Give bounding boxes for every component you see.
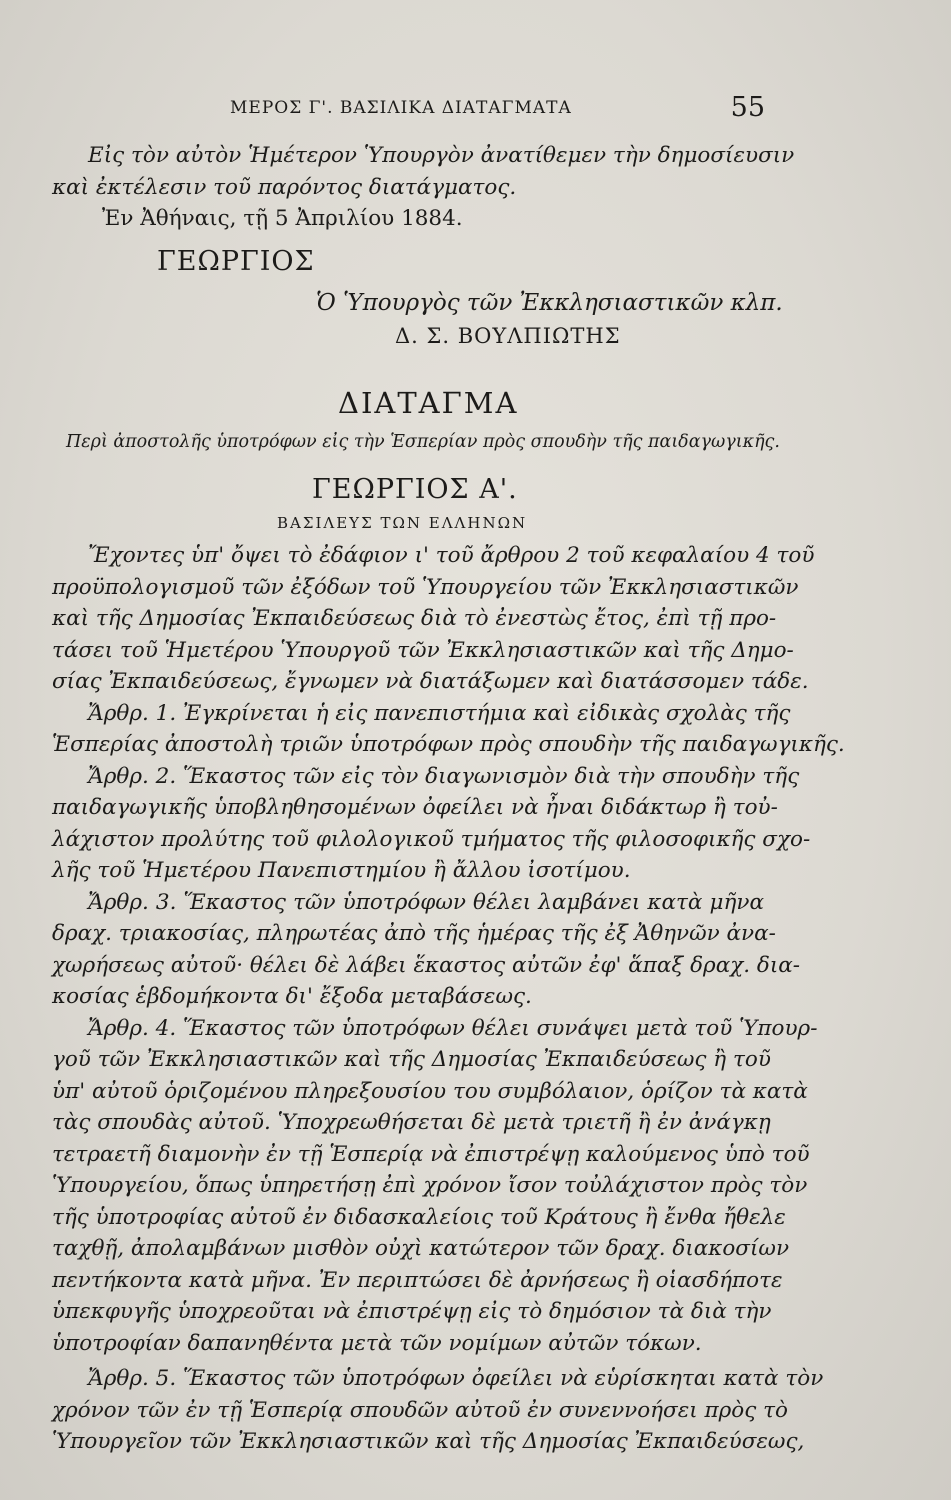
text-line: τῆς ὑποτροφίας αὐτοῦ ἐν διδασκαλείοις τοῦ Κράτους ἢ ἔνθα ἤθελε (52, 1204, 786, 1230)
text-line: καὶ τῆς Δημοσίας Ἐκπαιδεύσεως διὰ τὸ ἐνεστὼς ἔτος, ἐπὶ τῇ προ- (52, 606, 777, 631)
text-line: ὑπ' αὐτοῦ ὁριζομένου πληρεξουσίου του συμβόλαιον, ὁρίζον τὰ κατὰ (52, 1078, 808, 1104)
text-line: Ἄρθρ. 3. Ἕκαστος τῶν ὑποτρόφων θέλει λαμβάνει κατὰ μῆνα (88, 889, 764, 915)
page-header (50, 92, 765, 132)
text-line: πεντήκοντα κατὰ μῆνα. Ἐν περιπτώσει δὲ ἀρνήσεως ἢ οἱασδήποτε (52, 1267, 783, 1293)
text-line: λάχιστον προλύτης τοῦ φιλολογικοῦ τμήματος τῆς φιλοσοφικῆς σχο- (52, 826, 811, 852)
article-1 (52, 698, 845, 761)
minister-name: Δ. Σ. ΒΟΥΛΠΙΩΤΗΣ (395, 324, 621, 348)
decree-title: ΔΙΑΤΑΓΜΑ (338, 386, 519, 420)
text-line: Εἰς τὸν αὐτὸν Ἡμέτερον Ὑπουργὸν ἀνατίθεμεν τὴν δημοσίευσιν (88, 143, 795, 168)
text-line: Ἔχοντες ὑπ' ὄψει τὸ ἐδάφιον ι' τοῦ ἄρθρου 2 τοῦ κεφαλαίου 4 τοῦ (88, 543, 815, 568)
text-line: ὑποτροφίαν δαπανηθέντα μετὰ τῶν νομίμων αὐτῶν τόκων. (52, 1330, 702, 1356)
text-line: λῆς τοῦ Ἡμετέρου Πανεπιστημίου ἢ ἄλλου ἰσοτίμου. (52, 858, 631, 883)
text-line: ὑπεκφυγῆς ὑποχρεοῦται νὰ ἐπιστρέψῃ εἰς τὸ δημόσιον τὰ διὰ τὴν (52, 1299, 772, 1324)
text-line: προϋπολογισμοῦ τῶν ἐξόδων τοῦ Ὑπουργείου τῶν Ἐκκλησιαστικῶν (52, 574, 799, 600)
sovereign-signature: ΓΕΩΡΓΙΟΣ (157, 246, 315, 277)
article-2 (52, 761, 811, 887)
text-line: ταχθῇ, ἀπολαμβάνων μισθὸν οὐχὶ κατώτερον τῶν δραχ. διακοσίων (52, 1236, 790, 1261)
article-3 (52, 887, 801, 1013)
text-line: Ἄρθρ. 5. Ἕκαστος τῶν ὑποτρόφων ὀφείλει νὰ εὑρίσκηται κατὰ τὸν (88, 1366, 824, 1391)
minister-title: Ὁ Ὑπουργὸς τῶν Ἐκκλησιαστικῶν κλπ. (316, 290, 783, 316)
text-line: τὰς σπουδὰς αὐτοῦ. Ὑποχρεωθήσεται δὲ μετὰ τριετῆ ἢ ἐν ἀνάγκῃ (52, 1110, 771, 1135)
article-5 (52, 1363, 824, 1458)
text-line: κοσίας ἑβδομήκοντα δι' ἔξοδα μεταβάσεως. (52, 984, 532, 1009)
closing-paragraph (52, 140, 795, 235)
text-line: σίας Ἐκπαιδεύσεως, ἔγνωμεν νὰ διατάξωμεν καὶ διατάσσομεν τάδε. (52, 669, 809, 694)
text-line: παιδαγωγικῆς ὑποβληθησομένων ὀφείλει νὰ ἦναι διδάκτωρ ἢ τοὐ- (52, 795, 778, 820)
text-line: Ἄρθρ. 4. Ἕκαστος τῶν ὑποτρόφων θέλει συνάψει μετὰ τοῦ Ὑπουρ- (88, 1015, 818, 1041)
text-line: δραχ. τριακοσίας, πληρωτέας ἀπὸ τῆς ἡμέρας τῆς ἐξ Ἀθηνῶν ἀνα- (52, 921, 776, 946)
page-number: 55 (730, 92, 765, 123)
date-line: Ἐν Ἀθήναις, τῇ 5 Ἀπριλίου 1884. (102, 206, 463, 231)
article-4 (52, 1013, 818, 1360)
text-line: γοῦ τῶν Ἐκκλησιαστικῶν καὶ τῆς Δημοσίας Ἐκπαιδεύσεως ἢ τοῦ (52, 1047, 771, 1072)
king-name: ΓΕΩΡΓΙΟΣ Α'. (312, 474, 518, 505)
decree-body (52, 540, 845, 1458)
text-line: χρόνον τῶν ἐν τῇ Ἑσπερίᾳ σπουδῶν αὐτοῦ ἐν συνεννοήσει πρὸς τὸ (52, 1397, 788, 1423)
text-line: τάσει τοῦ Ἡμετέρου Ὑπουργοῦ τῶν Ἐκκλησιαστικῶν καὶ τῆς Δημο- (52, 637, 794, 663)
king-title: ΒΑΣΙΛΕΥΣ ΤΩΝ ΕΛΛΗΝΩΝ (277, 514, 528, 532)
running-title: ΜΕΡΟΣ Γ'. ΒΑΣΙΛΙΚΑ ΔΙΑΤΑΓΜΑΤΑ (230, 98, 572, 118)
text-line: τετραετῆ διαμονὴν ἐν τῇ Ἑσπερίᾳ νὰ ἐπιστρέψῃ καλούμενος ὑπὸ τοῦ (52, 1141, 810, 1167)
preamble (52, 540, 815, 698)
text-line: Ἄρθρ. 1. Ἐγκρίνεται ἡ εἰς πανεπιστήμια καὶ εἰδικὰς σχολὰς τῆς (88, 700, 791, 726)
text-line: Ἑσπερίας ἀποστολὴ τριῶν ὑποτρόφων πρὸς σπουδὴν τῆς παιδαγωγικῆς. (52, 732, 845, 757)
text-line: χωρήσεως αὐτοῦ· θέλει δὲ λάβει ἕκαστος αὐτῶν ἐφ' ἅπαξ δραχ. δια- (52, 952, 801, 978)
text-line: Ὑπουργείου, ὅπως ὑπηρετήσῃ ἐπὶ χρόνον ἴσον τοὐλάχιστον πρὸς τὸν (52, 1173, 808, 1198)
decree-subject: Περὶ ἀποστολῆς ὑποτρόφων εἰς τὴν Ἑσπερίαν πρὸς σπουδὴν τῆς παιδαγωγικῆς. (66, 432, 780, 452)
text-line: καὶ ἐκτέλεσιν τοῦ παρόντος διατάγματος. (52, 174, 517, 200)
text-line: Ἄρθρ. 2. Ἕκαστος τῶν εἰς τὸν διαγωνισμὸν διὰ τὴν σπουδὴν τῆς (88, 763, 800, 789)
text-line: Ὑπουργεῖον τῶν Ἐκκλησιαστικῶν καὶ τῆς Δημοσίας Ἐκπαιδεύσεως, (52, 1429, 805, 1454)
